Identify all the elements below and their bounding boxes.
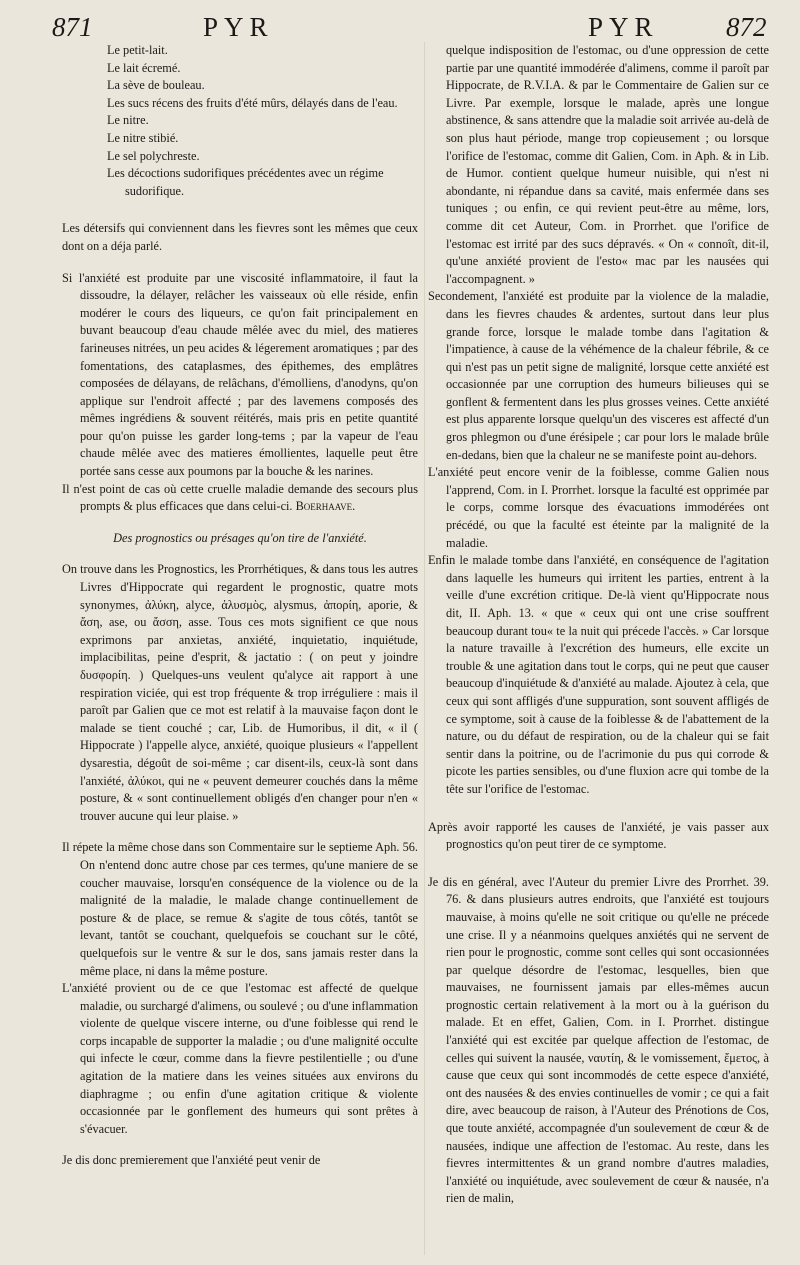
paragraph	[62, 481, 418, 516]
paragraph: Enfin le malade tombe dans l'anxiété, en conséquence de l'agitation dans laquelle les humeurs qui irritent les parties, entrent à la veille d'une excrétion critique. De-là vient qu'Hippocrate nous dit, II. Aph. 13. « que « ceux qui ont une crise souffrent beaucoup durant tou« te la nuit qui précede l'accès. » Car lorsque la nature travaille à l'excrétion des humeurs, elle excite un trouble & une agitation dans tout le corps, qui ne peut que causer beaucoup d'inquiétude & d'anxiété au malade. Ajoutez à cela, que ceux qui sont affligés d'une suppuration, sont souvent affligés de ce symptome, soit à cause de la foiblesse & de l'abattement de la nature, ou du défaut de respiration, ou de la chaleur qui se fait sentir dans la poitrine, ou de l'acrimonie du pus qui corrode & picote les parties sensibles, ou d'une fluxion acre qui tombe de la tête sur l'orifice de l'estomac.	[428, 553, 769, 796]
paragraph-text: Il n'est point de cas où cette cruelle maladie demande des secours plus prompts & plus efficaces que dans celui-ci.	[62, 481, 418, 514]
list-item: La sève de bouleau.	[107, 78, 205, 93]
paragraph: Les détersifs qui conviennent dans les fievres sont les mêmes que ceux dont on a déja parlé.	[62, 221, 418, 253]
list-item: Les décoctions sudorifiques précédentes avec un régime sudorifique.	[107, 166, 384, 198]
section-subheading: Des prognostics ou présages qu'on tire de l'anxiété.	[113, 530, 367, 545]
right-running-head: PYR	[588, 12, 659, 42]
right-column	[428, 42, 769, 1257]
remedy-list	[62, 42, 418, 200]
author-name: Boerhaave.	[295, 499, 356, 514]
right-page-number: 872	[726, 12, 767, 42]
page-header	[0, 4, 800, 40]
paragraph: Je dis en général, avec l'Auteur du premier Livre des Prorrhet. 39. 76. & dans plusieurs autres endroits, que l'anxiété est toujours mauvaise, à moins qu'elle ne soit critique ou qu'elle ne précede une crise. Il y a néanmoins quelques anxiétés qui ne servent de rien pour le prognostic, comme sont celles qui sont occasionnées par quelque désordre de l'estomac, lesquelles, bien que mauvaises, ne fournissent jamais par elles-mêmes aucun prognostic certain relativement à la mort ou à la guérison du malade. Et en effet, Galien, Com. in I. Prorrhet. distingue l'anxiété qui est excitée par quelque affection de l'estomac, de celles qui suivent la nausée, ναυτίη, & le vomissement, ἔμετος, à cause que ceux qui sont incommodés de cette espece d'anxiété, ont des nausées & des envies continuelles de vomir ; ce qui a fait dire, avec beaucoup de raison, à l'Auteur des Prénotions de Cos, que toute anxiété, accompagnée d'un soulevement de cœur & de nausées, indique une affection de l'estomac. Au reste, dans les fievres intermittentes & un grand nombre d'autres maladies, l'anxiété ou inquiétude, avec soulevement de cœur & nausée, n'a rien de malin,	[428, 874, 769, 1206]
paragraph: On trouve dans les Prognostics, les Prorrhétiques, & dans tous les autres Livres d'Hippocrate qui regardent le prognostic, quatre mots synonymes, ἀλύκη, alyce, ἀλυσμὸς, alysmus, ἀπορίη, aporie, & ἄση, ase, ou ἄσση, asse. Tous ces mots signifient ce que nous exprimons par anxietas, anxiété, inquietatio, inquiétude, implacibilitas, peine d'esprit, & jactatio : ( on peut y joindre δυσφορίη. ) Quelques-uns veulent qu'alyce ait rapport à une respiration viciée, qui est trop fréquente & trop irréguliere : mais il paroît par Galien que ce mot est relatif à la mauvaise façon dont le malade se tient couché ; car, Lib. de Humoribus, il dit, « il ( Hippocrate ) l'appelle alyce, anxiété, quoique plusieurs « l'appellent dysarestia, dégoût de soi-même ; car disent-ils, ceux-là sont dans l'anxiété, ἀλύκοι, qui ne « peuvent demeurer couchés dans la même posture, & « sont continuellement obligés d'en changer pour n'en « trouver aucune qui leur plaise. »	[62, 562, 418, 823]
left-page-number: 871	[52, 12, 93, 42]
paragraph: L'anxiété peut encore venir de la foiblesse, comme Galien nous l'apprend, Com. in I. Prorrhet. lorsque la faculté est opprimée par le corps, comme lorsque des évacuations immodérées ont précédé, ou que la faculté est éteinte par la malignité de la maladie.	[428, 465, 769, 550]
paragraph: Je dis donc premierement que l'anxiété peut venir de	[62, 1153, 321, 1168]
paragraph: L'anxiété provient ou de ce que l'estomac est affecté de quelque maladie, ou surchargé d'alimens, ou soulevé ; ou d'une inflammation violente de quelque viscere interne, ou d'une foiblesse qui rend le corps incapable de supporter la maladie ; ou d'une malignité occulte qui infecte le cœur, comme dans la fievre pestilentielle ; ou d'une agitation de la matiere dans les veines situées aux environs du diaphragme ; ou enfin d'une agitation critique & violente occasionnée par le gonflement des humeurs qui sont prêtes à s'évacuer.	[62, 981, 418, 1136]
list-item: Le sel polychreste.	[107, 148, 200, 163]
paragraph: Si l'anxiété est produite par une viscosité inflammatoire, il faut la dissoudre, la délayer, relâcher les vaisseaux où elle réside, enfin modérer le cours des liqueurs, ce qu'on fait principalement en buvant beaucoup d'eau chaude mêlée avec du miel, des matieres farineuses nitrées, un peu acides & légerement aromatiques ; par des fomentations, des cataplasmes, des épithemes, des emplâtres composées de délayans, de relâchans, d'émolliens, d'anodyns, qu'on applique sur l'endroit affecté ; par des lavemens composés des mêmes ingrédiens & souvent réitérés, mais pris en petite quantité pour qu'on puisse les garder long-tems ; par la vapeur de l'eau chaude mêlée avec des matieres émollientes, laquelle peut être portée sans cesse aux poumons par la bouche & les narines.	[62, 270, 418, 479]
column-gutter	[424, 42, 425, 1255]
left-running-head: PYR	[203, 12, 274, 42]
list-item: Les sucs récens des fruits d'été mûrs, délayés dans de l'eau.	[107, 95, 398, 110]
list-item: Le lait écremé.	[107, 60, 181, 75]
paragraph: quelque indisposition de l'estomac, ou d'une oppression de cette partie par une quantité immodérée d'alimens, comme il paroît par Hippocrate, de R.V.I.A. & par le Commentaire de Galien sur ce Livre. Par exemple, lorsque le malade, après une longue abstinence, & sans attendre que la maladie soit arrivée au-delà de son plus haut période, mange trop copieusement ; ou lorsque l'orifice de l'estomac, comme dit Galien, Com. in Aph. & in Lib. de Humor. contient quelque humeur nuisible, qui n'est ni abondante, ni répandue dans sa cavité, mais enfermée dans ses tuniques ; ou enfin, ce qui revient peut-être au même, lors, comme dit cet Auteur, Com. in Prorrhet. que l'orifice de l'estomac est irrité par des sucs dépravés. « On « connoît, dit-il, qu'une anxiété provient de l'esto« mac par les nausées qui l'accompagnent. »	[446, 43, 769, 286]
paragraph: Après avoir rapporté les causes de l'anxiété, je vais passer aux prognostics qu'on peut tirer de ce symptome.	[428, 819, 769, 852]
list-item: Le nitre stibié.	[107, 130, 179, 145]
paragraph: Il répete la même chose dans son Commentaire sur le septieme Aph. 56. On n'entend donc autre chose par ces termes, qu'une maniere de se coucher mauvaise, lorsqu'en conséquence de la violence ou de la malignité de la maladie, le malade change continuellement de posture & de place, se remue & s'agite de tous côtés, tantôt se levant, tantôt se couchant, quelquefois se couchant sur le côté, quelquefois sur le ventre & sur le dos, sans jamais rester dans la même place, ni dans la même posture.	[62, 840, 418, 978]
list-item: Le petit-lait.	[107, 43, 168, 57]
paragraph: Secondement, l'anxiété est produite par la violence de la maladie, dans les fievres chaudes & ardentes, surtout dans leur plus grande force, lorsque le malade tombe dans l'agitation & l'impatience, à cause de la véhémence de la chaleur fébrile, & ce qui n'est pas un petit signe de malignité, lorsque cette anxiété est occasionnée par une corruption des humeurs bilieuses qui se gonflent & fermentent dans les plus grosses veines. Cette anxiété est plus apparente lorsque quelqu'un des visceres est affecté d'un gros phlegmon ou d'une érésipele ; car pour lors le malade brûle en-dedans, bien que la chaleur ne se manifeste point au-dehors.	[428, 289, 769, 462]
left-column	[62, 42, 418, 1257]
list-item: Le nitre.	[107, 113, 149, 128]
